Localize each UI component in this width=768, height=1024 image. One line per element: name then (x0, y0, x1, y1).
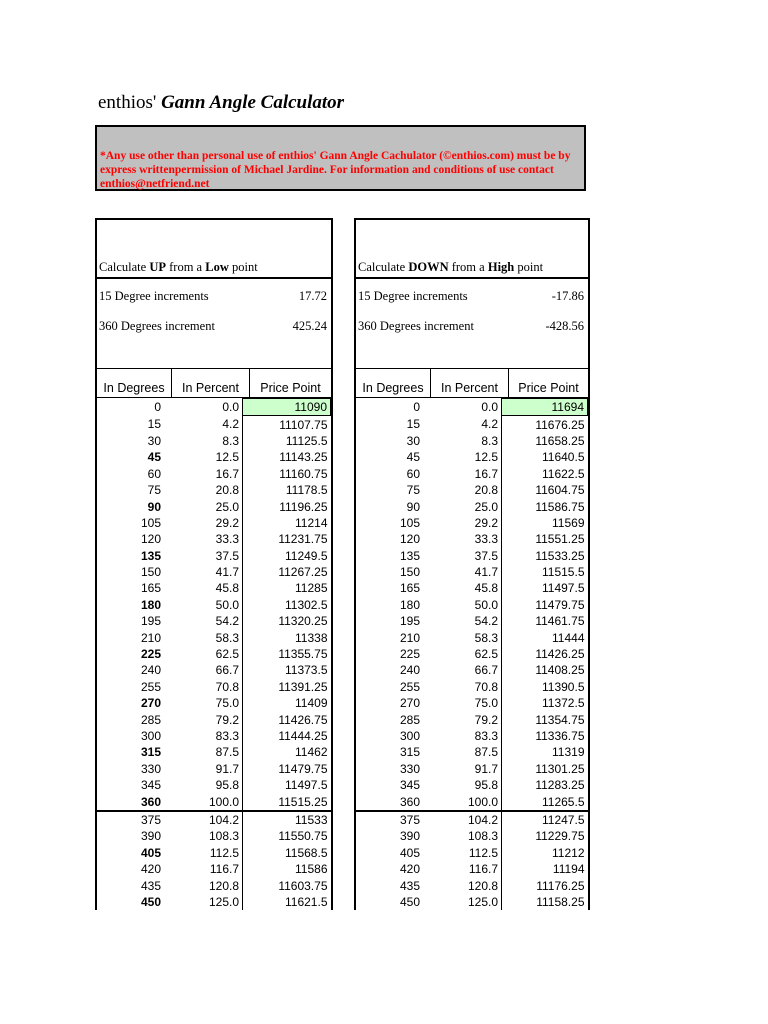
table-row (97, 828, 331, 844)
cell-degrees[interactable]: 390 (399, 829, 420, 844)
cell-price[interactable]: 11338 (243, 629, 331, 645)
cell-degrees[interactable]: 60 (406, 466, 420, 481)
cell-price[interactable]: 11283.25 (502, 777, 588, 793)
cell-percent[interactable]: 4.2 (481, 417, 498, 432)
cell-degrees[interactable]: 420 (140, 862, 161, 877)
inc360-value[interactable]: 425.24 (292, 319, 327, 333)
cell-price[interactable]: 11302.5 (243, 597, 331, 613)
table-row (97, 466, 331, 482)
cell-price[interactable]: 11196.25 (243, 498, 331, 514)
table-row (97, 564, 331, 580)
cell-price[interactable]: 11354.75 (502, 711, 588, 727)
cell-degrees[interactable]: 45 (406, 450, 420, 465)
cell-percent[interactable]: 8.3 (481, 433, 498, 448)
cell-degrees[interactable]: 135 (140, 548, 161, 563)
cell-percent[interactable]: 8.3 (222, 433, 239, 448)
cell-percent[interactable]: 25.0 (474, 499, 498, 514)
table-row (97, 744, 331, 760)
col-header-percent: In Percent (172, 369, 250, 397)
table-row (97, 531, 331, 547)
down-calculator-panel (354, 218, 590, 910)
table-row (97, 482, 331, 498)
table-row (97, 777, 331, 793)
cell-degrees[interactable]: 150 (399, 565, 420, 580)
cell-price[interactable]: 11212 (502, 845, 588, 861)
table-row (97, 662, 331, 678)
cell-price[interactable]: 11694 (502, 399, 588, 416)
cell-degrees[interactable]: 210 (140, 630, 161, 645)
cell-degrees[interactable]: 225 (140, 647, 161, 662)
table-row (356, 695, 588, 711)
cell-percent[interactable]: 33.3 (215, 532, 239, 547)
cell-percent[interactable]: 100.0 (467, 794, 498, 809)
table-row (356, 777, 588, 793)
cell-percent[interactable]: 116.7 (209, 862, 239, 877)
up-column-headers (97, 369, 331, 398)
cell-degrees[interactable]: 315 (399, 745, 420, 760)
table-row (356, 564, 588, 580)
cell-percent[interactable]: 100.0 (208, 794, 239, 809)
up-calculator-panel (95, 218, 333, 910)
cell-percent[interactable]: 12.5 (215, 450, 239, 465)
cell-price[interactable]: 11372.5 (502, 695, 588, 711)
cell-price[interactable]: 11676.25 (502, 416, 588, 433)
up-panel-header-label: Calculate UP from a Low point (99, 260, 258, 274)
cell-percent[interactable]: 95.8 (215, 778, 239, 793)
cell-percent[interactable]: 70.8 (474, 679, 498, 694)
cell-percent[interactable]: 112.5 (468, 845, 498, 860)
cell-degrees[interactable]: 30 (406, 433, 420, 448)
table-row (356, 433, 588, 449)
cell-percent[interactable]: 33.3 (474, 532, 498, 547)
cell-price[interactable]: 11426.75 (243, 711, 331, 727)
cell-percent[interactable]: 116.7 (468, 862, 498, 877)
table-row (97, 399, 331, 416)
cell-price[interactable]: 11551.25 (502, 531, 588, 547)
cell-percent[interactable]: 20.8 (474, 483, 498, 498)
cell-price[interactable]: 11336.75 (502, 728, 588, 744)
cell-degrees[interactable]: 315 (140, 745, 161, 760)
cell-percent[interactable]: 37.5 (215, 548, 239, 563)
cell-percent[interactable]: 16.7 (474, 466, 498, 481)
cell-percent[interactable]: 50.0 (474, 597, 498, 612)
cell-price[interactable]: 11497.5 (502, 580, 588, 596)
table-row (97, 613, 331, 629)
cell-percent[interactable]: 120.8 (208, 878, 239, 893)
table-row (97, 845, 331, 861)
table-row (356, 498, 588, 514)
cell-degrees[interactable]: 435 (399, 878, 420, 893)
table-row (97, 711, 331, 727)
table-row (97, 548, 331, 564)
cell-degrees[interactable]: 330 (399, 761, 420, 776)
cell-degrees[interactable]: 105 (399, 515, 420, 530)
up-angle-table (97, 398, 331, 910)
cell-percent[interactable]: 45.8 (215, 581, 239, 596)
cell-degrees[interactable]: 30 (147, 433, 161, 448)
cell-percent[interactable]: 125.0 (467, 894, 498, 909)
table-row (97, 761, 331, 777)
cell-price[interactable]: 11160.75 (243, 466, 331, 482)
cell-percent[interactable]: 25.0 (215, 499, 239, 514)
cell-degrees[interactable]: 420 (399, 862, 420, 877)
table-row (97, 515, 331, 531)
cell-price[interactable]: 11125.5 (243, 433, 331, 449)
cell-percent[interactable]: 45.8 (474, 581, 498, 596)
cell-degrees[interactable]: 45 (147, 450, 161, 465)
cell-degrees[interactable]: 375 (97, 811, 169, 828)
cell-price[interactable]: 11249.5 (243, 548, 331, 564)
cell-price[interactable]: 11497.5 (243, 777, 331, 793)
table-row (356, 416, 588, 433)
cell-percent[interactable]: 58.3 (474, 630, 498, 645)
cell-degrees[interactable]: 120 (140, 532, 161, 547)
cell-percent[interactable]: 66.7 (215, 663, 239, 678)
cell-price[interactable]: 11658.25 (502, 433, 588, 449)
inc360-label: 360 Degrees increment (358, 319, 474, 333)
cell-degrees[interactable]: 195 (399, 614, 420, 629)
cell-price[interactable]: 11319 (502, 744, 588, 760)
table-row (97, 629, 331, 645)
cell-degrees[interactable]: 210 (399, 630, 420, 645)
cell-degrees[interactable]: 15 (406, 417, 420, 432)
cell-degrees[interactable]: 270 (140, 696, 161, 711)
cell-price[interactable]: 11426.25 (502, 646, 588, 662)
cell-degrees[interactable]: 345 (399, 778, 420, 793)
cell-degrees[interactable]: 0 (154, 400, 161, 415)
cell-percent[interactable]: 29.2 (474, 515, 498, 530)
cell-price[interactable]: 11301.25 (502, 761, 588, 777)
cell-degrees[interactable]: 270 (399, 696, 420, 711)
cell-price[interactable]: 11604.75 (502, 482, 588, 498)
cell-price[interactable]: 11586.75 (502, 498, 588, 514)
cell-percent[interactable]: 75.0 (215, 696, 239, 711)
table-row (356, 761, 588, 777)
cell-degrees[interactable]: 300 (399, 729, 420, 743)
cell-percent[interactable]: 112.5 (209, 845, 239, 860)
cell-price[interactable]: 11285 (243, 580, 331, 596)
cell-percent[interactable]: 58.3 (215, 630, 239, 645)
cell-percent[interactable]: 108.3 (467, 829, 498, 844)
col-header-price: Price Point (518, 381, 579, 395)
table-row (97, 679, 331, 695)
cell-price[interactable]: 11479.75 (243, 761, 331, 777)
page-title (98, 92, 344, 114)
title-prefix: enthios' (98, 92, 157, 113)
cell-percent[interactable]: 12.5 (474, 450, 498, 465)
cell-degrees[interactable]: 180 (399, 597, 420, 612)
cell-price[interactable]: 11231.75 (243, 531, 331, 547)
inc15-label: 15 Degree increments (99, 289, 209, 303)
table-row (356, 894, 588, 910)
cell-price[interactable]: 11355.75 (243, 646, 331, 662)
table-row (97, 433, 331, 449)
cell-percent[interactable]: 62.5 (474, 647, 498, 662)
cell-price[interactable]: 11391.25 (243, 679, 331, 695)
table-row (356, 679, 588, 695)
cell-degrees[interactable]: 135 (399, 548, 420, 563)
table-row (97, 728, 331, 744)
cell-price[interactable]: 11568.5 (243, 845, 331, 861)
cell-price[interactable]: 11178.5 (243, 482, 331, 498)
inc360-value[interactable]: -428.56 (545, 319, 584, 333)
table-row (356, 580, 588, 596)
cell-percent[interactable]: 54.2 (474, 614, 498, 629)
inc15-value[interactable]: 17.72 (298, 289, 327, 303)
up-panel-header (97, 220, 331, 279)
cell-degrees[interactable]: 0 (413, 400, 420, 415)
cell-price[interactable]: 11214 (243, 515, 331, 531)
cell-price[interactable]: 11622.5 (502, 466, 588, 482)
cell-price[interactable]: 11640.5 (502, 449, 588, 465)
cell-price[interactable]: 11158.25 (502, 894, 588, 910)
table-row (356, 548, 588, 564)
cell-price[interactable]: 11569 (502, 515, 588, 531)
table-row (356, 861, 588, 877)
table-row (97, 811, 331, 828)
table-row (356, 744, 588, 760)
cell-degrees[interactable]: 90 (147, 499, 161, 514)
cell-price[interactable]: 11090 (243, 399, 331, 416)
cell-degrees[interactable]: 165 (399, 581, 420, 596)
cell-degrees[interactable]: 375 (356, 811, 428, 828)
cell-price[interactable]: 11409 (243, 695, 331, 711)
cell-degrees[interactable]: 105 (140, 515, 161, 530)
cell-price[interactable]: 11107.75 (243, 416, 331, 433)
table-row (97, 416, 331, 433)
cell-percent[interactable]: 75.0 (474, 696, 498, 711)
cell-price[interactable]: 11176.25 (502, 877, 588, 893)
cell-degrees[interactable]: 75 (147, 483, 161, 498)
cell-degrees[interactable]: 300 (140, 729, 161, 743)
inc360-label: 360 Degrees increment (99, 319, 215, 333)
cell-degrees[interactable]: 180 (140, 597, 161, 612)
up-increments (97, 279, 331, 369)
cell-price[interactable]: 11265.5 (502, 793, 588, 810)
cell-percent[interactable]: 37.5 (474, 548, 498, 563)
cell-percent[interactable]: 125.0 (208, 894, 239, 909)
cell-price[interactable]: 11373.5 (243, 662, 331, 678)
cell-degrees[interactable]: 15 (147, 417, 161, 432)
inc15-label: 15 Degree increments (358, 289, 468, 303)
cell-price[interactable]: 11603.75 (243, 877, 331, 893)
table-row (356, 515, 588, 531)
cell-degrees[interactable]: 360 (140, 794, 161, 809)
cell-degrees[interactable]: 225 (399, 647, 420, 662)
col-header-price: Price Point (260, 381, 321, 395)
cell-percent[interactable]: 108.3 (208, 829, 239, 844)
cell-price[interactable]: 11247.5 (502, 811, 588, 828)
table-row (356, 482, 588, 498)
cell-price[interactable]: 11621.5 (243, 894, 331, 910)
cell-degrees[interactable]: 165 (140, 581, 161, 596)
cell-percent[interactable]: 20.8 (215, 483, 239, 498)
cell-degrees[interactable]: 255 (399, 679, 420, 694)
cell-price[interactable]: 11461.75 (502, 613, 588, 629)
table-row (356, 711, 588, 727)
cell-percent[interactable]: 4.2 (222, 417, 239, 432)
table-row (97, 646, 331, 662)
down-angle-table (356, 398, 588, 910)
down-panel-header (356, 220, 588, 279)
cell-percent[interactable]: 79.2 (215, 712, 239, 727)
cell-percent[interactable]: 104.2 (428, 811, 502, 828)
cell-price[interactable]: 11550.75 (243, 828, 331, 844)
table-row (356, 597, 588, 613)
table-row (356, 646, 588, 662)
cell-degrees[interactable]: 330 (140, 761, 161, 776)
table-row (97, 695, 331, 711)
down-panel-header-label: Calculate DOWN from a High point (358, 260, 544, 274)
cell-price[interactable]: 11444.25 (243, 728, 331, 744)
cell-degrees[interactable]: 60 (147, 466, 161, 481)
cell-percent[interactable]: 83.3 (215, 729, 239, 743)
down-increments (356, 279, 588, 369)
cell-percent[interactable]: 54.2 (215, 614, 239, 629)
table-row (97, 597, 331, 613)
cell-degrees[interactable]: 285 (140, 712, 161, 727)
cell-degrees[interactable]: 450 (140, 894, 161, 909)
title-main: Gann Angle Calculator (161, 92, 345, 113)
cell-price[interactable]: 11143.25 (243, 449, 331, 465)
cell-degrees[interactable]: 405 (140, 845, 161, 860)
cell-degrees[interactable]: 390 (140, 829, 161, 844)
cell-degrees[interactable]: 405 (399, 845, 420, 860)
cell-percent[interactable]: 87.5 (474, 745, 498, 760)
cell-percent[interactable]: 29.2 (215, 515, 239, 530)
cell-degrees[interactable]: 240 (399, 663, 420, 678)
table-row (356, 629, 588, 645)
cell-degrees[interactable]: 120 (399, 532, 420, 547)
cell-percent[interactable]: 50.0 (215, 597, 239, 612)
cell-percent[interactable]: 87.5 (215, 745, 239, 760)
col-header-degrees: In Degrees (97, 369, 172, 397)
table-row (356, 728, 588, 744)
cell-degrees[interactable]: 345 (140, 778, 161, 793)
table-row (356, 877, 588, 893)
cell-price[interactable]: 11267.25 (243, 564, 331, 580)
table-row (97, 877, 331, 893)
cell-percent[interactable]: 41.7 (215, 565, 239, 580)
cell-percent[interactable]: 62.5 (215, 647, 239, 662)
cell-price[interactable]: 11515.5 (502, 564, 588, 580)
table-row (356, 613, 588, 629)
cell-percent[interactable]: 70.8 (215, 679, 239, 694)
cell-price[interactable]: 11229.75 (502, 828, 588, 844)
table-row (97, 861, 331, 877)
table-row (97, 449, 331, 465)
cell-price[interactable]: 11515.25 (243, 793, 331, 810)
cell-price[interactable]: 11462 (243, 744, 331, 760)
cell-percent[interactable]: 0.0 (481, 400, 498, 415)
cell-price[interactable]: 11320.25 (243, 613, 331, 629)
table-row (97, 793, 331, 810)
cell-price[interactable]: 11408.25 (502, 662, 588, 678)
cell-percent[interactable]: 95.8 (474, 778, 498, 793)
cell-percent[interactable]: 16.7 (215, 466, 239, 481)
down-column-headers (356, 369, 588, 398)
cell-degrees[interactable]: 285 (399, 712, 420, 727)
cell-degrees[interactable]: 150 (140, 565, 161, 580)
cell-degrees[interactable]: 450 (399, 894, 420, 909)
usage-notice: *Any use other than personal use of enthios' Gann Angle Cachulator (©enthios.com) must be by express writtenpermission of Michael Jardine. For information and conditions of use contact enthios@netfriend.net (95, 125, 586, 191)
table-row (97, 580, 331, 596)
cell-degrees[interactable]: 75 (406, 483, 420, 498)
cell-price[interactable]: 11533.25 (502, 548, 588, 564)
cell-price[interactable]: 11586 (243, 861, 331, 877)
cell-price[interactable]: 11194 (502, 861, 588, 877)
table-row (356, 845, 588, 861)
table-row (356, 399, 588, 416)
cell-price[interactable]: 11444 (502, 629, 588, 645)
table-row (97, 894, 331, 910)
cell-percent[interactable]: 120.8 (467, 878, 498, 893)
cell-percent[interactable]: 104.2 (169, 811, 243, 828)
cell-degrees[interactable]: 255 (140, 679, 161, 694)
inc15-value[interactable]: -17.86 (551, 289, 584, 303)
table-row (356, 531, 588, 547)
table-row (356, 793, 588, 810)
table-row (356, 811, 588, 828)
cell-degrees[interactable]: 195 (140, 614, 161, 629)
table-row (356, 466, 588, 482)
cell-degrees[interactable]: 90 (406, 499, 420, 514)
cell-percent[interactable]: 83.3 (474, 729, 498, 743)
table-row (356, 662, 588, 678)
table-row (356, 828, 588, 844)
cell-degrees[interactable]: 360 (399, 794, 420, 809)
cell-percent[interactable]: 91.7 (215, 761, 239, 776)
cell-price[interactable]: 11533 (243, 811, 331, 828)
table-row (97, 498, 331, 514)
cell-percent[interactable]: 66.7 (474, 663, 498, 678)
cell-degrees[interactable]: 435 (140, 878, 161, 893)
cell-percent[interactable]: 79.2 (474, 712, 498, 727)
col-header-percent: In Percent (431, 369, 509, 397)
col-header-degrees: In Degrees (356, 369, 431, 397)
table-row (356, 449, 588, 465)
cell-percent[interactable]: 41.7 (474, 565, 498, 580)
cell-percent[interactable]: 91.7 (474, 761, 498, 776)
cell-degrees[interactable]: 240 (140, 663, 161, 678)
cell-price[interactable]: 11390.5 (502, 679, 588, 695)
cell-price[interactable]: 11479.75 (502, 597, 588, 613)
cell-percent[interactable]: 0.0 (222, 400, 239, 415)
